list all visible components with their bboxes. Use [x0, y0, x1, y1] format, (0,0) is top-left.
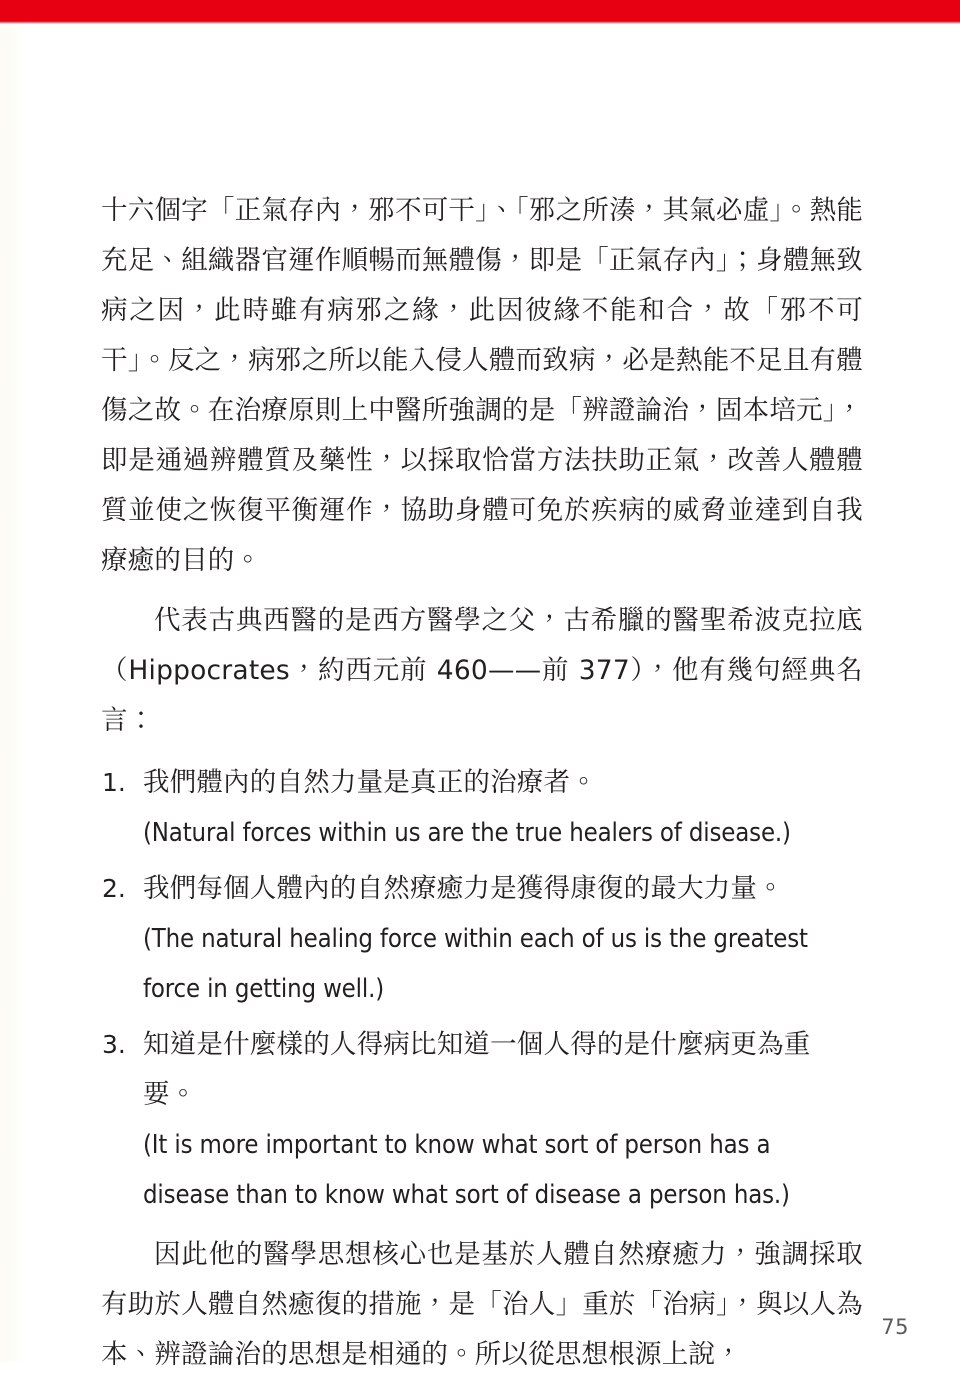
list-item-chinese: 我們體內的自然力量是真正的治療者。 — [143, 767, 597, 798]
list-item — [101, 1020, 863, 1220]
list-item — [101, 864, 863, 1014]
list-item-chinese: 知道是什麼樣的人得病比知道一個人得的是什麼病更為重要。 — [143, 1029, 811, 1110]
page-gutter-tint — [0, 24, 26, 1362]
page-text-column — [101, 186, 863, 1380]
list-item-chinese: 我們每個人體內的自然療癒力是獲得康復的最大力量。 — [143, 873, 784, 904]
red-header-band — [0, 0, 960, 24]
list-item-english: (It is more important to know what sort of person has a disease than to know what sort of disease a person has.) — [143, 1130, 790, 1210]
paragraph-two: 代表古典西醫的是西方醫學之父，古希臘的醫聖希波克拉底（Hippocrates，約西元前 460——前 377），他有幾句經典名言： — [101, 605, 863, 736]
page-number: 75 — [881, 1315, 909, 1339]
list-item — [101, 758, 863, 858]
list-item-number: 3. — [102, 1030, 126, 1059]
paragraph-one: 十六個字「正氣存內，邪不可干」、「邪之所湊，其氣必虛」。熱能充足、組織器官運作順暢而無體傷，即是「正氣存內」；身體無致病之因，此時雖有病邪之緣，此因彼緣不能和合，故「邪不可干」。反之，病邪之所以能入侵人體而致病，必是熱能不足且有體傷之故。在治療原則上中醫所強調的是「辨證論治，固本培元」，即是通過辨體質及藥性，以採取恰當方法扶助正氣，改善人體體質並使之恢復平衡運作，協助身體可免於疾病的威脅並達到自我療癒的目的。 — [101, 195, 863, 576]
list-item-english: (The natural healing force within each of us is the greatest force in getting well.) — [143, 924, 808, 1004]
paragraph-three: 因此他的醫學思想核心也是基於人體自然療癒力，強調採取有助於人體自然癒復的措施，是「治人」重於「治病」，與以人為本、辨證論治的思想是相通的。所以從思想根源上說， — [101, 1239, 863, 1370]
list-item-number: 2. — [102, 874, 126, 903]
list-item-number: 1. — [102, 768, 126, 797]
red-header-band-shadow — [0, 21, 960, 24]
hippocrates-maxim-list — [101, 758, 863, 1220]
list-item-english: (Natural forces within us are the true healers of disease.) — [143, 818, 791, 848]
red-header-band-fill — [0, 0, 960, 21]
